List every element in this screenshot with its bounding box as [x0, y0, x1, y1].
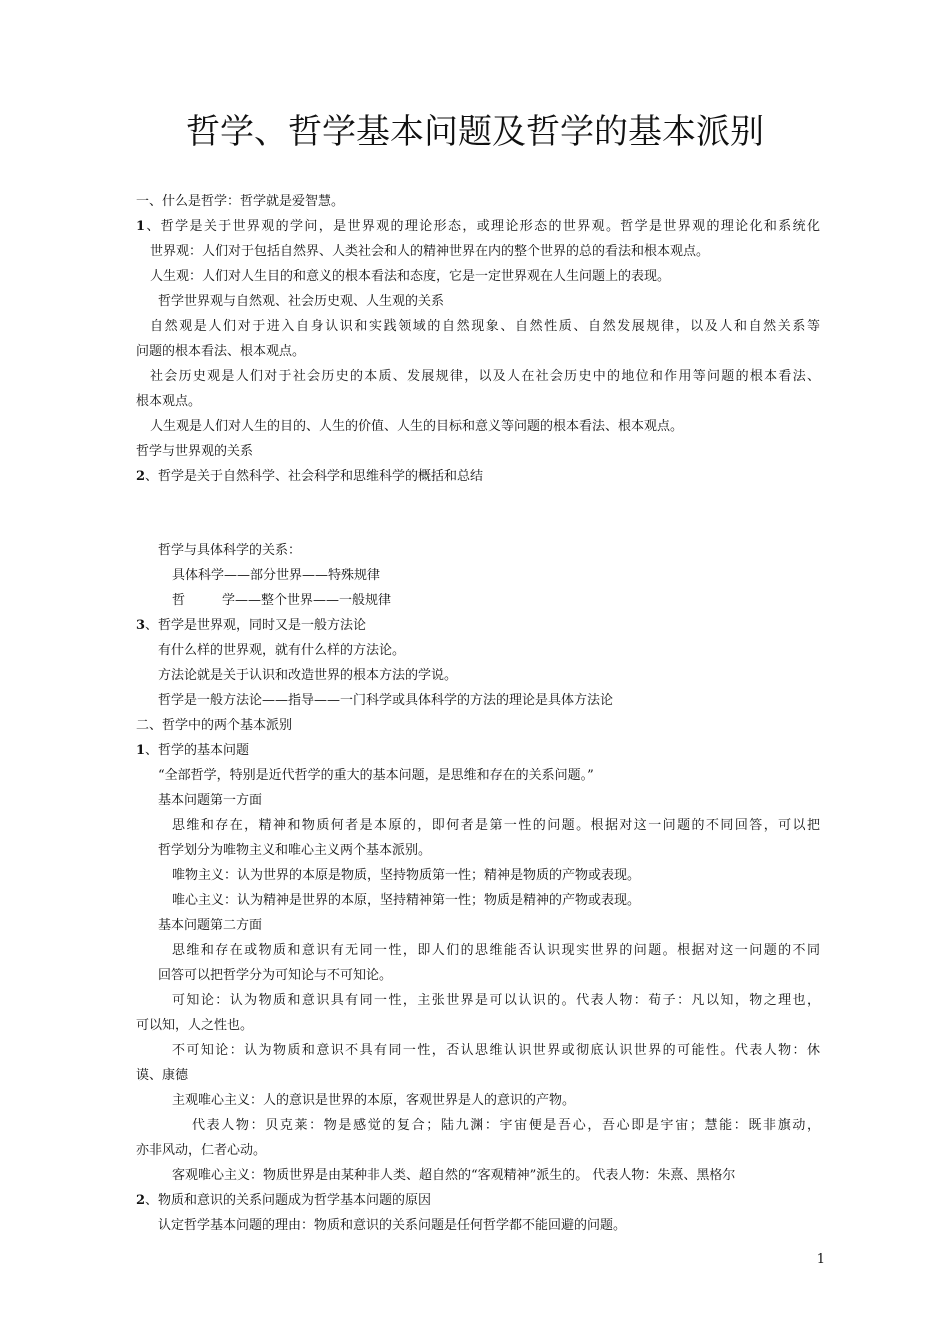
science-relation-rest: 学——整个世界——一般规律 [222, 593, 392, 608]
second-aspect-heading: 基本问题第二方面 [158, 918, 263, 933]
nature-view-line-1: 自然观是人们对于进入自身认识和实践领域的自然现象、自然性质、自然发展规律，以及人和自然关系等 [150, 319, 820, 334]
paragraph-1 [136, 214, 820, 239]
knowable-line-1: 可知论：认为物质和意识具有同一性，主张世界是可以认识的。代表人物：荀子：凡以知，物之理也， [172, 993, 820, 1008]
quote-line: “全部哲学，特别是近代哲学的重大的基本问题，是思维和存在的关系问题。” [158, 768, 594, 783]
second-aspect-line-1: 思维和存在或物质和意识有无同一性，即人们的思维能否认识现实世界的问题。根据对这一问题的不同 [172, 943, 820, 958]
science-relation-heading: 哲学与具体科学的关系： [158, 543, 302, 558]
first-aspect-line-2: 哲学划分为唯物主义和唯心主义两个基本派别。 [158, 843, 432, 858]
reason-line: 认定哲学基本问题的理由：物质和意识的关系问题是任何哲学都不能回避的问题。 [158, 1218, 627, 1233]
objective-idealism: 客观唯心主义：物质世界是由某种非人类、超自然的“客观精神”派生的。 代表人物：朱熹、黑格尔 [172, 1168, 736, 1183]
society-view-line-1: 社会历史观是人们对于社会历史的本质、发展规律，以及人在社会历史中的地位和作用等问题的根本看法、 [150, 369, 820, 384]
subjective-representatives-line-2: 亦非风动，仁者心动。 [136, 1143, 267, 1158]
agnostic-line-2: 谟、康德 [136, 1068, 189, 1083]
item-number: 2 [136, 1193, 146, 1208]
methodology-line-3: 哲学是一般方法论——指导——一门科学或具体科学的方法的理论是具体方法论 [158, 693, 614, 708]
paragraph-text: 、哲学是关于世界观的学问，是世界观的理论形态，或理论形态的世界观。哲学是世界观的理论化和系统化 [145, 219, 820, 234]
science-relation-line-1: 具体科学——部分世界——特殊规律 [172, 568, 381, 583]
methodology-line-1: 有什么样的世界观，就有什么样的方法论。 [158, 643, 406, 658]
second-aspect-line-2: 回答可以把哲学分为可知论与不可知论。 [158, 968, 393, 983]
materialism-definition: 唯物主义：认为世界的本原是物质，坚持物质第一性；精神是物质的产物或表现。 [172, 868, 641, 883]
first-aspect-heading: 基本问题第一方面 [158, 793, 263, 808]
paragraph-text: 、哲学是关于自然科学、社会科学和思维科学的概括和总结 [145, 469, 484, 484]
philosophy-worldview-relation: 哲学与世界观的关系 [136, 444, 254, 459]
item-number: 3 [136, 618, 146, 633]
science-relation-line-2 [136, 588, 820, 613]
knowable-line-2: 可以知，人之性也。 [136, 1018, 254, 1033]
page-number: 1 [816, 1252, 825, 1267]
life-view-line: 人生观是人们对人生的目的、人生的价值、人生的目标和意义等问题的根本看法、根本观点。 [150, 419, 684, 434]
first-aspect-line-1: 思维和存在，精神和物质何者是本原的，即何者是第一性的问题。根据对这一问题的不同回答，可以把 [172, 818, 820, 833]
idealism-definition: 唯心主义：认为精神是世界的本原，坚持精神第一性；物质是精神的产物或表现。 [172, 893, 641, 908]
society-view-line-2: 根本观点。 [136, 394, 202, 409]
question-2 [136, 1188, 820, 1213]
question-1 [136, 738, 820, 763]
science-relation-char: 哲 [172, 593, 186, 608]
document-body [136, 189, 820, 1238]
document-title: 哲学、哲学基本问题及哲学的基本派别 [186, 112, 764, 152]
paragraph-text: 、物质和意识的关系问题成为哲学基本问题的原因 [145, 1193, 432, 1208]
lifeview-definition: 人生观：人们对人生目的和意义的根本看法和态度，它是一定世界观在人生问题上的表现。 [150, 269, 671, 284]
paragraph-3 [136, 613, 820, 638]
section-2-heading: 二、哲学中的两个基本派别 [136, 718, 293, 733]
blank-space [136, 489, 820, 538]
subjective-representatives-line-1: 代表人物：贝克莱：物是感觉的复合；陆九渊：宇宙便是吾心，吾心即是宇宙；慧能：既非旗动， [192, 1118, 820, 1133]
section-1-heading: 一、什么是哲学：哲学就是爱智慧。 [136, 194, 345, 209]
item-number: 1 [136, 219, 146, 234]
item-number: 1 [136, 743, 146, 758]
paragraph-text: 、哲学的基本问题 [145, 743, 250, 758]
relation-heading: 哲学世界观与自然观、社会历史观、人生观的关系 [158, 294, 445, 309]
paragraph-text: 、哲学是世界观，同时又是一般方法论 [145, 618, 367, 633]
subjective-idealism: 主观唯心主义：人的意识是世界的本原，客观世界是人的意识的产物。 [172, 1093, 576, 1108]
methodology-line-2: 方法论就是关于认识和改造世界的根本方法的学说。 [158, 668, 458, 683]
worldview-definition: 世界观：人们对于包括自然界、人类社会和人的精神世界在内的整个世界的总的看法和根本观点。 [150, 244, 710, 259]
nature-view-line-2: 问题的根本看法、根本观点。 [136, 344, 306, 359]
agnostic-line-1: 不可知论：认为物质和意识不具有同一性，否认思维认识世界或彻底认识世界的可能性。代表人物：休 [172, 1043, 820, 1058]
item-number: 2 [136, 469, 146, 484]
paragraph-2 [136, 464, 820, 489]
